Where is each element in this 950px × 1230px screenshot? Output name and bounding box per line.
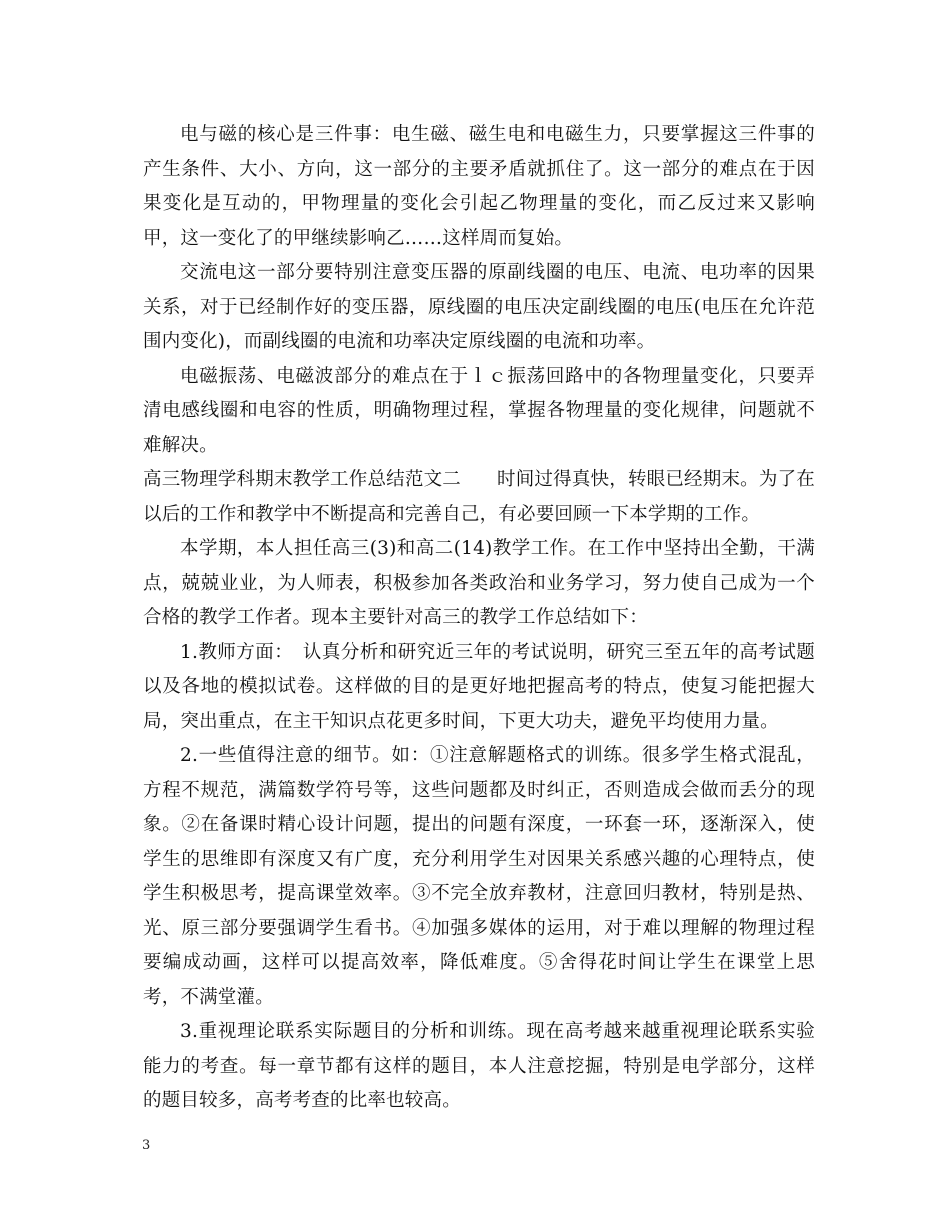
paragraph-section-two <box>143 463 815 532</box>
section-title: 高三物理学科期末教学工作总结范文二 <box>143 469 461 490</box>
paragraph-teacher-aspects: 1.教师方面： 认真分析和研究近三年的考试说明，研究三至五年的高考试题以及各地的模拟试卷。这样做的目的是更好地把握高考的特点，使复习能把握大局，突出重点，在主干知识点花更多时间，下更大功夫，避免平均使用力量。 <box>143 641 815 732</box>
paragraph-alternating-current: 交流电这一部分要特别注意变压器的原副线圈的电压、电流、电功率的因果关系，对于已经制作好的变压器，原线圈的电压决定副线圈的电压(电压在允许范围内变化)，而副线圈的电流和功率决定原线圈的电流和功率。 <box>143 262 815 352</box>
paragraph-electromagnetism: 电与磁的核心是三件事：电生磁、磁生电和电磁生力，只要掌握这三件事的产生条件、大小、方向，这一部分的主要矛盾就抓住了。这一部分的难点在于因果变化是互动的，甲物理量的变化会引起乙物理量的变化，而乙反过来又影响甲，这一变化了的甲继续影响乙……这样周而复始。 <box>143 124 815 249</box>
paragraph-semester-duties: 本学期，本人担任高三(3)和高二(14)教学工作。在工作中坚持出全勤，干满点，兢兢业业，为人师表，积极参加各类政治和业务学习，努力使自己成为一个合格的教学工作者。现本主要针对高三的教学工作总结如下： <box>143 538 815 628</box>
page-number: 3 <box>142 1138 151 1153</box>
document-body <box>143 118 815 1119</box>
section-intro: 时间过得真快，转眼已经期末。为了在以后的工作和教学中不断提高和完善自己，有必要回顾一下本学期的工作。 <box>143 469 815 525</box>
paragraph-details: 2.一些值得注意的细节。如：①注意解题格式的训练。很多学生格式混乱，方程不规范，满篇数学符号等，这些问题都及时纠正，否则造成会做而丢分的现象。②在备课时精心设计问题，提出的问题有深度，一环套一环，逐渐深入，使学生的思维即有深度又有广度，充分利用学生对因果关系感兴趣的心理特点，使学生积极思考，提高课堂效率。③不完全放弃教材，注意回归教材，特别是热、光、原三部分要强调学生看书。④加强多媒体的运用，对于难以理解的物理过程要编成动画，这样可以提高效率，降低难度。⑤舍得花时间让学生在课堂上思考，不满堂灌。 <box>143 745 815 1008</box>
paragraph-theory-practice: 3.重视理论联系实际题目的分析和训练。现在高考越来越重视理论联系实验能力的考查。每一章节都有这样的题目，本人注意挖掘，特别是电学部分，这样的题目较多，高考考查的比率也较高。 <box>143 1021 815 1111</box>
paragraph-em-oscillation: 电磁振荡、电磁波部分的难点在于ｌｃ振荡回路中的各物理量变化，只要弄清电感线圈和电容的性质，明确物理过程，掌握各物理量的变化规律，问题就不难解决。 <box>143 365 815 456</box>
